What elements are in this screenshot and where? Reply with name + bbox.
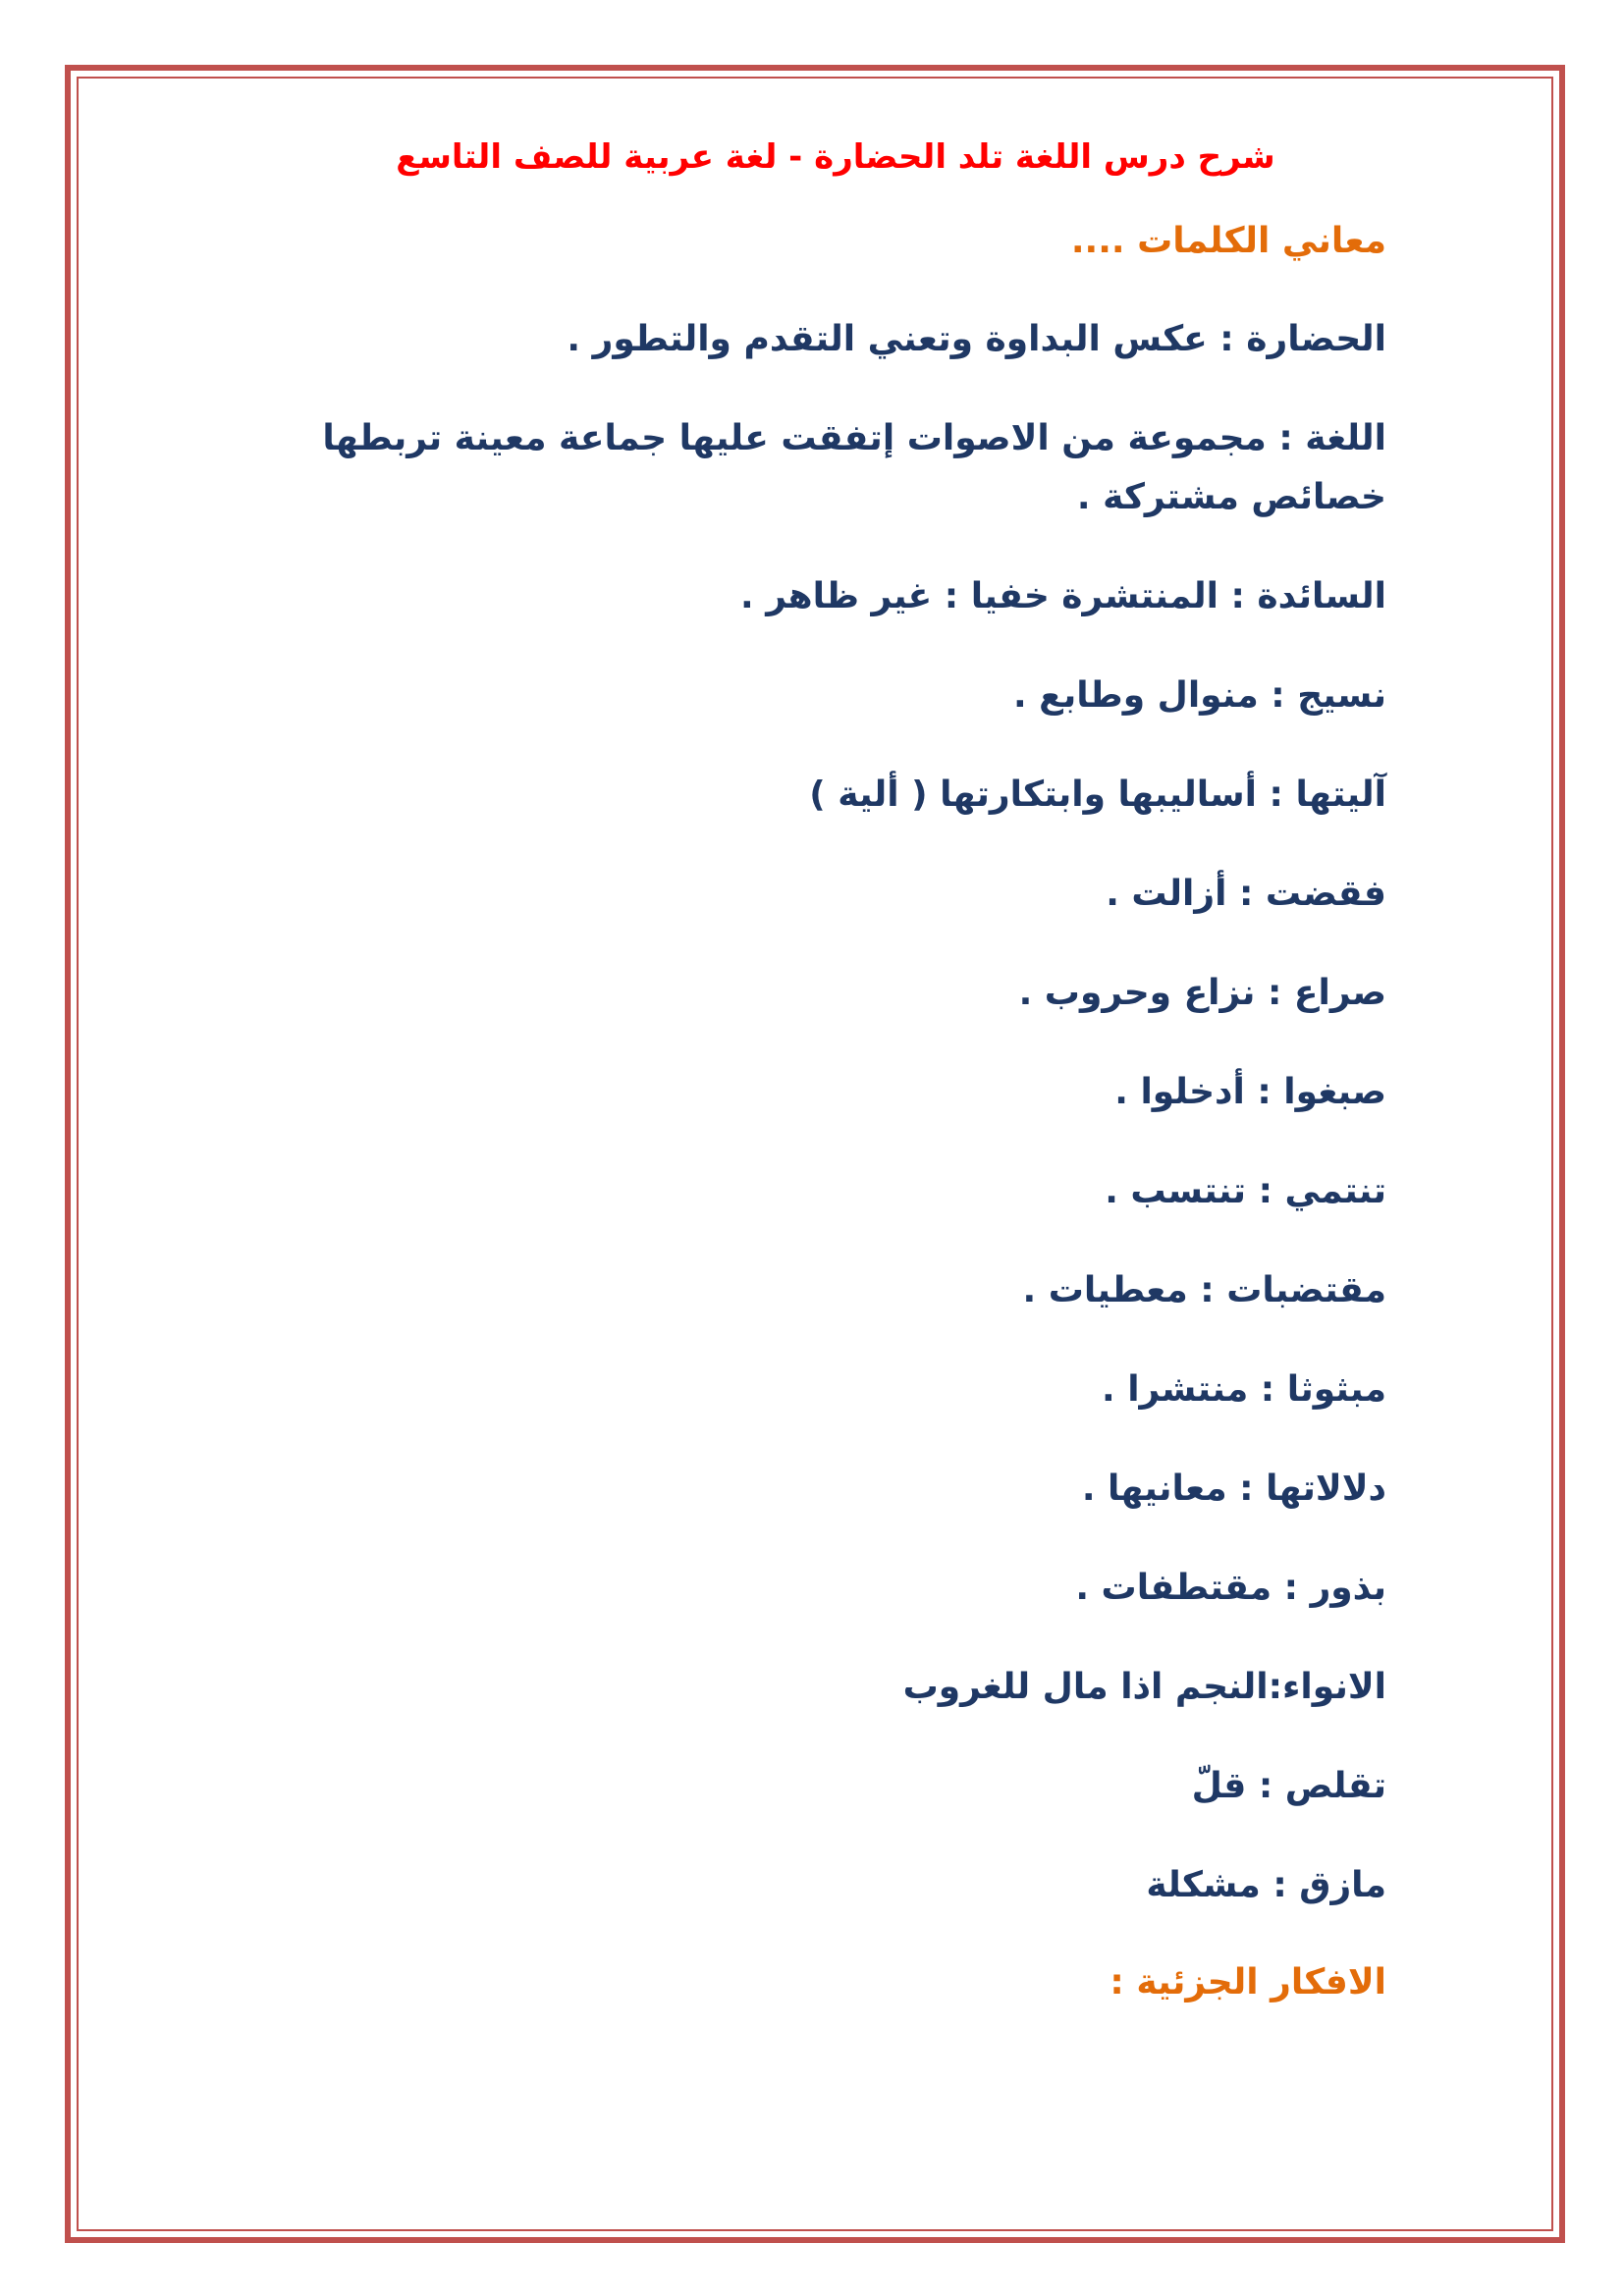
vocabulary-entry: الحضارة : عكس البداوة وتعني التقدم والتطور . [567, 319, 1386, 359]
vocabulary-entry: تنتمي : تنتسب . [1105, 1171, 1386, 1211]
vocabulary-entry: صبغوا : أدخلوا . [1114, 1072, 1386, 1112]
vocabulary-entry: مازق : مشكلة [1146, 1865, 1386, 1905]
vocabulary-entry: دلالاتها : معانيها . [1081, 1468, 1386, 1509]
vocabulary-entry: السائدة : المنتشرة خفيا : غير ظاهر . [740, 576, 1386, 616]
document-title: شرح درس اللغة تلد الحضارة - لغة عربية للصف التاسع [396, 137, 1275, 177]
vocabulary-entry: بذور : مقتطفات . [1075, 1568, 1386, 1608]
vocabulary-entry: الانواء:النجم اذا مال للغروب [902, 1667, 1386, 1707]
vocabulary-entry: نسيج : منوال وطابع . [1012, 675, 1386, 716]
vocabulary-entry: صراع : نزاع وحروب . [1018, 973, 1386, 1013]
document-body [285, 128, 1386, 2052]
vocabulary-entry: تقلص : قلّ [1191, 1766, 1386, 1806]
vocabulary-list [285, 310, 1386, 1915]
vocabulary-entry: فقضت : أزالت . [1106, 874, 1386, 914]
vocabulary-entry: آليتها : أساليبها وابتكارتها ( ألية ) [809, 774, 1386, 815]
ideas-heading: الافكار الجزئية : [1110, 1962, 1386, 2002]
vocabulary-heading: معاني الكلمات .... [1070, 221, 1386, 261]
vocabulary-entry: مقتضبات : معطيات . [1022, 1270, 1386, 1310]
vocabulary-entry: مبثوثا : منتشرا . [1101, 1369, 1386, 1410]
vocabulary-entry: اللغة : مجموعة من الاصوات إتفقت عليها جماعة معينة تربطها خصائص مشتركة . [322, 418, 1386, 517]
